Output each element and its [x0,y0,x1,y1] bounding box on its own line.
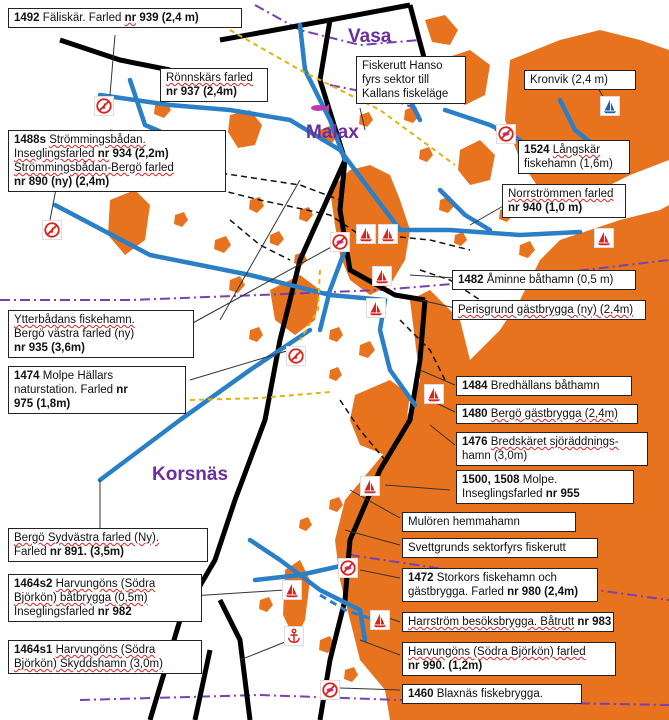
label-1472-storkors: 1472 Storkors fiskehamn och gästbrygga. Farled nr 980 (2,4m) [402,568,598,602]
fishing-icon [330,232,350,252]
mainland-north [505,30,669,200]
region-label-malax: Malax [306,122,359,143]
label-1492-faliskar: 1492 Fäliskär. Farled nr 939 (2,4 m) [8,8,242,28]
island [458,140,495,185]
label-harrstrom: Harrström besöksbrygga. Båtrutt nr 983 [402,612,614,632]
sailboat-icon [600,96,620,116]
island [425,15,458,45]
label-muloren: Mulören hemmahamn [402,512,576,532]
sailboat-icon [424,384,444,404]
fishing-icon [496,124,516,144]
fishing-icon [338,558,358,578]
label-perisgrund: Perisgrund gästbrygga (ny) (2,4m) [452,300,646,320]
label-svettgrunds: Svettgrunds sektorfyrs fiskerutt [402,538,598,558]
label-1476-bredskaret: 1476 Bredskäret sjöräddnings- hamn (3,0m) [456,432,648,466]
sailboat-icon [372,266,392,286]
label-1474-molpe-hallars: 1474 Molpe Hällars naturstation. Farled nr 975 (1,8m) [8,366,186,414]
sailboat-icon [370,610,390,630]
sailboat-icon [360,476,380,496]
region-label-vasa: Vasa [348,26,392,47]
anchor-icon [284,626,304,646]
label-1464s1-harvungons: 1464s1 Harvungöns (Södra Björkön) Skyddshamn (3,0m) [8,640,202,674]
label-kronvik: Kronvik (2,4 m) [524,70,636,90]
label-1460-blaxnas: 1460 Blaxnäs fiskebrygga. [402,684,582,704]
label-ronnskars: Rönnskärs farled nr 937 (2,4m) [160,68,268,102]
no-entry-icon [94,96,114,116]
label-1464s2-harvungons: 1464s2 Harvungöns (Södra Björkön) båtbrygga (0,5m) Inseglingsfarled nr 982 [8,574,202,622]
label-1500-molpe: 1500, 1508 Molpe. Inseglingsfarled nr 955 [456,470,634,504]
label-bergo-sydvastra: Bergö Sydvästra farled (Ny). Farled nr 891. (3,5m) [8,528,208,562]
label-1480-bergo: 1480 Bergö gästbrygga (2,4m) [456,404,638,424]
sailboat-icon [282,580,302,600]
label-ytterbadans: Ytterbådans fiskehamn. Bergö västra farled (ny) nr 935 (3,6m) [8,310,194,358]
sailboat-icon [378,224,398,244]
label-hanso: Fiskerutt Hanso fyrs sektor till Kallans fiskeläge [356,56,466,104]
label-1482-aminne: 1482 Åminne båthamn (0,5 m) [452,270,636,290]
label-norrstrommen: Norrströmmen farled nr 940 (1,0 m) [502,184,626,218]
sailboat-icon [366,298,386,318]
label-1488-strommingsbadan: 1488s Strömmingsbådan. Inseglingsfarled nr 934 (2,2m) Strömmingsbådan-Bergö farled nr 890 (ny) (2,4m) [8,130,226,192]
sailboat-icon [594,228,614,248]
label-1524-langskar: 1524 Långskär fiskehamn (1,6m) [518,140,630,174]
fishing-icon [320,680,340,700]
region-label-korsnas: Korsnäs [152,464,229,485]
no-entry-icon [286,346,306,366]
label-1484-bredhallans: 1484 Bredhällans båthamn [456,376,632,396]
no-entry-icon [42,220,62,240]
sailboat-icon [356,224,376,244]
label-harvungons-farled: Harvungöns (Södra Björkön) farled nr 990. (1,2m) [402,642,616,676]
